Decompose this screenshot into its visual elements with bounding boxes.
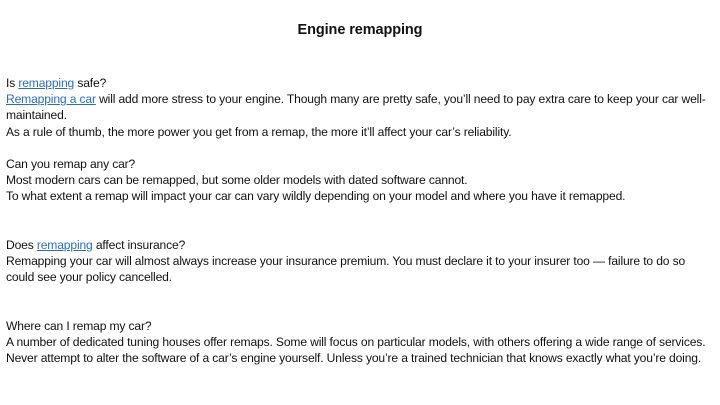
spacer (6, 286, 714, 318)
question-prefix: Does (6, 238, 37, 252)
page-title: Engine remapping (297, 22, 423, 38)
question-suffix: safe? (74, 76, 107, 90)
remapping-a-car-link[interactable]: Remapping a car (6, 92, 96, 107)
answer-text: will add more stress to your engine. Though many are pretty safe, you’ll need to pay extra care to keep your car well-maintained. (6, 92, 706, 123)
answer-paragraph: As a rule of thumb, the more power you get from a remap, the more it’ll affect your car’s reliability. (6, 124, 512, 139)
answer-paragraph: Most modern cars can be remapped, but some older models with dated software cannot. (6, 173, 468, 188)
answer-paragraph: Never attempt to alter the software of a car’s engine yourself. Unless you’re a trained technician that knows exactly what you’re doing. (6, 351, 702, 366)
answer-paragraph: To what extent a remap will impact your car can vary wildly depending on your model and where you have it remapped. (6, 189, 626, 204)
article-body (6, 75, 714, 367)
answer-paragraph (6, 91, 714, 123)
spacer (6, 140, 714, 156)
remapping-link[interactable]: remapping (18, 76, 75, 90)
question-prefix: Is (6, 76, 19, 90)
remapping-link[interactable]: remapping (36, 238, 93, 252)
question-suffix: affect insurance? (92, 238, 186, 252)
answer-paragraph: A number of dedicated tuning houses offer remaps. Some will focus on particular models, with others offering a wide range of services. (6, 335, 706, 350)
question-where-remap: Where can I remap my car? (6, 319, 152, 333)
question-remapping-insurance (6, 237, 714, 253)
question-remap-any-car: Can you remap any car? (6, 157, 136, 171)
spacer (6, 205, 714, 237)
answer-paragraph: Remapping your car will almost always increase your insurance premium. You must declare it to your insurer too — failure to do so could see your policy cancelled. (6, 254, 686, 285)
question-remapping-safe (6, 75, 714, 91)
